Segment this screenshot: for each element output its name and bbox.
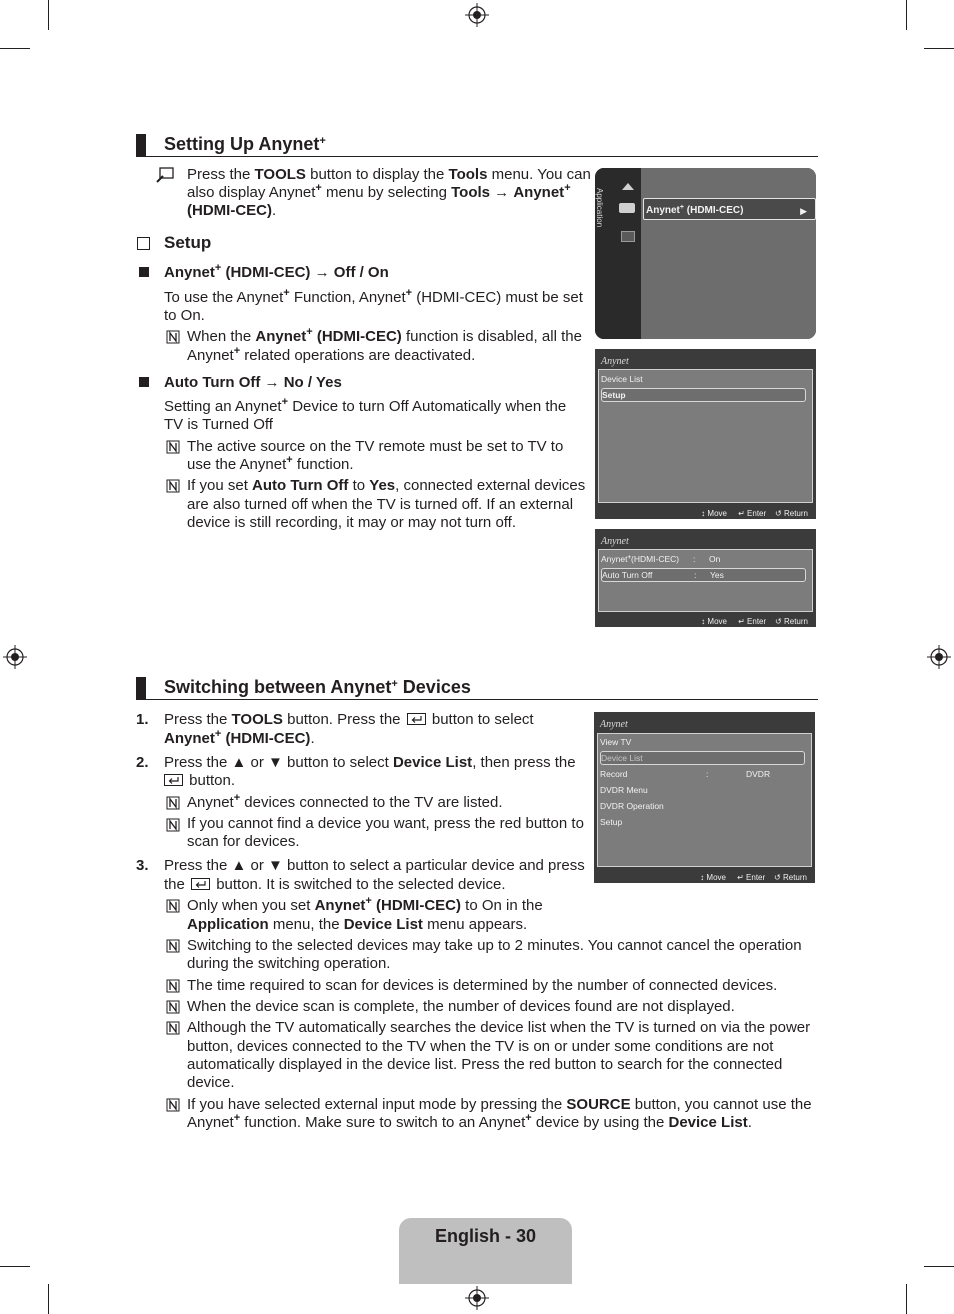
application-icon [619,203,635,213]
registration-mark-icon [465,1286,489,1310]
osd-row-dvdr-menu[interactable]: DVDR Menu [600,785,648,795]
step3-line-2: the button. It is switched to the selected device. [164,876,506,893]
osd-device-list-menu [594,712,815,883]
checkbox-bullet-icon [137,237,150,250]
osd-row-device-list[interactable]: Device List [600,751,805,765]
item2-note2-line-2: are also turned off when the TV is turned off. If an external [187,496,574,513]
registration-mark-icon [465,3,489,27]
move-icon: ↕ [701,617,706,626]
registration-mark-icon [927,645,951,669]
step-number: 1. [136,711,149,728]
osd-row-anynet-hdmi-cec[interactable]: Anynet+(HDMI-CEC) : On [601,554,721,564]
item2-body-1: Setting an Anynet+ Device to turn Off Automatically when the [164,396,567,415]
note-icon [166,899,180,913]
step3-note-1-line-1: Only when you set Anynet+ (HDMI-CEC) to On in the [187,895,543,914]
step3-note-5-line-4: device. [187,1074,235,1091]
section-title: Switching between Anynet+ Devices [164,677,471,697]
return-icon: ↺ [774,873,781,882]
step3-note-5-line-2: button, devices connected to the TV when the TV is on or under some conditions are not [187,1038,774,1055]
step3-note-6-line-2: Anynet+ function. Make sure to switch to an Anynet+ device by using the Device List. [187,1112,752,1131]
osd-list-panel [598,369,813,503]
item1-title: Anynet+ (HDMI-CEC) → Off / On [164,262,389,281]
section-heading-setting-up [136,134,818,157]
chevron-right-icon: ▶ [800,206,807,216]
osd-content-panel [641,168,816,339]
step3-note-2-line-1: Switching to the selected devices may take up to 2 minutes. You cannot cancel the operation [187,937,802,954]
note-icon [166,479,180,493]
crop-mark [0,48,30,49]
osd-setup-panel [598,549,813,612]
item2-note1-line-2: use the Anynet+ function. [187,454,354,473]
osd-anynet-item[interactable] [643,198,816,220]
intro-line-2: also display Anynet+ menu by selecting Tools → Anynet+ [187,182,571,201]
intro-line-1: Press the TOOLS button to display the Tools menu. You can [187,166,591,183]
crop-mark [924,1266,954,1267]
return-icon: ↺ [775,617,782,626]
step3-note-4: When the device scan is complete, the number of devices found are not displayed. [187,998,735,1015]
section-heading-switching [136,677,818,700]
osd-anynet-menu [595,349,816,519]
picture-icon [620,180,636,192]
step2-note-2-line-1: If you cannot find a device you want, press the red button to [187,815,584,832]
note-icon [166,979,180,993]
item2-note2-line-1: If you set Auto Turn Off to Yes, connected external devices [187,477,586,494]
step3-note-5-line-1: Although the TV automatically searches the device list when the TV is turned on via the power [187,1019,811,1036]
osd-row-record[interactable]: Record : DVDR [600,769,771,779]
enter-icon: ↵ [738,617,745,626]
setup-heading: Setup [164,233,212,252]
note-icon [166,330,180,344]
registration-mark-icon [3,645,27,669]
osd-footer: ↕ Move ↵ Enter ↺ Return [701,617,808,626]
note-icon [166,440,180,454]
osd-footer: ↕ Move ↵ Enter ↺ Return [701,509,808,518]
crop-mark [906,0,907,30]
osd-application-menu [595,168,816,339]
enter-icon: ↵ [737,873,744,882]
note-icon [166,796,180,810]
page-number: English - 30 [434,1226,537,1246]
osd-row-setup[interactable]: Setup [600,817,623,827]
anynet-logo: Anynet [601,356,629,367]
osd-row-auto-turn-off[interactable]: Auto Turn Off : Yes [601,568,806,582]
note-icon [166,939,180,953]
item2-body-2: TV is Turned Off [164,416,273,433]
page-number-tab [399,1218,572,1284]
step3-line-1: Press the ▲ or ▼ button to select a particular device and press [164,857,585,874]
item2-title: Auto Turn Off → No / Yes [164,374,342,391]
osd-device-panel [597,733,812,867]
note-icon [166,1098,180,1112]
step3-note-2-line-2: during the switching operation. [187,955,391,972]
anynet-logo: Anynet [601,536,629,547]
note-icon [166,818,180,832]
square-bullet-icon [139,377,149,387]
crop-mark [48,0,49,30]
osd-side-label: Application [595,188,604,228]
osd-row-device-list[interactable]: Device List [601,374,643,384]
anynet-logo: Anynet [600,719,628,730]
enter-button-icon [191,878,210,890]
step-number: 3. [136,857,149,874]
item1-body-1: To use the Anynet+ Function, Anynet+ (HDMI-CEC) must be set [164,287,583,306]
step2-line-1: Press the ▲ or ▼ button to select Device List, then press the [164,754,576,771]
item1-note-line-1: When the Anynet+ (HDMI-CEC) function is disabled, all the [187,326,582,345]
note-icon [166,1021,180,1035]
item1-note-line-2: Anynet+ related operations are deactivated. [187,345,476,364]
move-icon: ↕ [701,509,706,518]
note-icon [166,1000,180,1014]
step1-line-1: Press the TOOLS button. Press the button to select [164,711,534,728]
step-number: 2. [136,754,149,771]
crop-mark [0,1266,30,1267]
step2-note-2-line-2: scan for devices. [187,833,300,850]
step3-note-1-line-2: Application menu, the Device List menu appears. [187,916,528,933]
step2-line-2: button. [164,772,235,790]
square-bullet-icon [139,267,149,277]
item2-note2-line-3: device is still recording, it may or may not turn off. [187,514,517,531]
heading-bar [136,677,146,700]
step3-note-3: The time required to scan for devices is determined by the number of connected devices. [187,977,778,994]
support-icon [621,231,635,242]
item2-note1-line-1: The active source on the TV remote must be set to TV to [187,438,564,455]
crop-mark [906,1284,907,1314]
enter-button-icon [407,713,426,725]
osd-row-view-tv[interactable]: View TV [600,737,632,747]
return-icon: ↺ [775,509,782,518]
heading-bar [136,134,146,157]
tools-icon [156,167,174,183]
item1-body-2: to On. [164,307,205,324]
osd-row-dvdr-operation[interactable]: DVDR Operation [600,801,664,811]
intro-line-3: (HDMI-CEC). [187,202,277,219]
enter-button-icon [164,774,183,786]
osd-row-setup[interactable]: Setup [601,388,806,402]
section-title: Setting Up Anynet+ [164,134,326,154]
step3-note-6-line-1: If you have selected external input mode by pressing the SOURCE button, you cannot use the [187,1096,812,1113]
move-icon: ↕ [700,873,705,882]
step2-note-1: Anynet+ devices connected to the TV are listed. [187,792,503,811]
osd-anynet-item-label: Anynet+ (HDMI-CEC) [646,204,744,216]
osd-setup-menu [595,529,816,627]
crop-mark [48,1284,49,1314]
osd-footer: ↕ Move ↵ Enter ↺ Return [700,873,807,882]
crop-mark [924,48,954,49]
enter-icon: ↵ [738,509,745,518]
step3-note-5-line-3: automatically displayed in the device list. Press the red button to search for the connected [187,1056,783,1073]
step1-line-2: Anynet+ (HDMI-CEC). [164,728,315,747]
